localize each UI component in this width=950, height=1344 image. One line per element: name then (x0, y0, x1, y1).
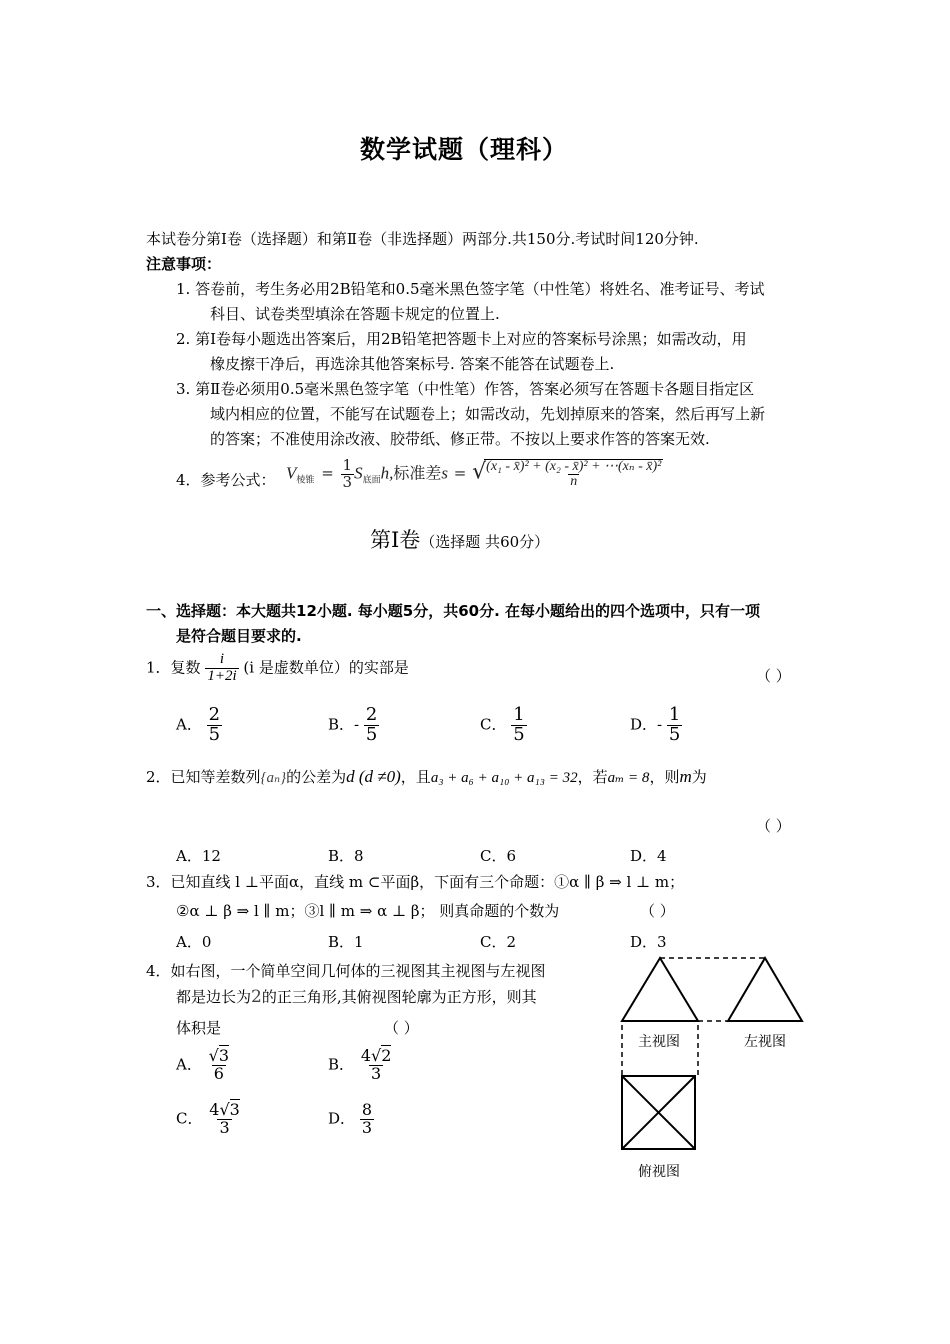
question-3-line-2: ②α ⊥ β ⇒ l ∥ m；③l ∥ m ⇒ α ⊥ β； 则真命题的个数为 (176, 902, 560, 920)
notice-3-line-3: 的答案；不准使用涂改液、胶带纸、修正带。不按以上要求作答的答案无效. (210, 430, 710, 448)
reference-formula: $V_{棱锥}$ = $\frac{1}{3}$ $S_{底面}h$,标准差s = √ $\frac{\text{(x₁ - x̄)² + (x₂ - x̄)² + ⋯(xₙ - x̄)²}}{n}$ (286, 456, 662, 491)
q1-option-d[interactable]: D．- $\frac{1}{5}$ (630, 704, 681, 745)
page-title: 数学试题（理科） (360, 135, 569, 164)
q3-answer-paren: （ ） (640, 902, 675, 920)
notice-3-line-1: 3. 第Ⅱ卷必须用0.5毫米黑色签字笔（中性笔）作答，答案必须写在答题卡各题目指定区 (176, 380, 755, 398)
front-view (622, 958, 698, 1021)
q4-option-b[interactable]: B． $\frac{4√2}{3}$ (328, 1046, 392, 1083)
left-view-label: 左视图 (744, 1034, 786, 1050)
q2-answer-paren: （ ） (756, 817, 791, 835)
formula-label: 4．参考公式： (176, 471, 276, 489)
q2-option-a[interactable]: A．12 (176, 847, 221, 865)
q1-option-b[interactable]: B．- $\frac{2}{5}$ (328, 704, 378, 745)
notice-heading: 注意事项： (146, 255, 222, 273)
q1-option-c[interactable]: C． $\frac{1}{5}$ (480, 704, 525, 745)
q3-option-c[interactable]: C．2 (480, 933, 517, 951)
q2-option-b[interactable]: B．8 (328, 847, 364, 865)
front-view-label: 主视图 (638, 1034, 680, 1050)
q4-option-a[interactable]: A． $\frac{√3}{6}$ (176, 1046, 230, 1083)
q3-option-d[interactable]: D．3 (630, 933, 667, 951)
question-4-line-1: 4．如右图，一个简单空间几何体的三视图其主视图与左视图 (146, 962, 546, 980)
notice-1-line-1: 1. 答卷前，考生务必用2B铅笔和0.5毫米黑色签字笔（中性笔）将姓名、准考证号、考试 (176, 280, 765, 298)
question-1: 1．复数 $\frac{i}{1+2i}$ (i 是虚数单位）的实部是 (146, 651, 409, 684)
question-2: 2．已知等差数列{aₙ}的公差为d (d ≠0)，且a₃ + a₆ + a₁₀ + a₁₃ = 32，若aₘ = 8，则m为 (146, 767, 707, 786)
three-view-figure (610, 950, 820, 1190)
notice-3-line-2: 域内相应的位置，不能写在试题卷上；如需改动，先划掉原来的答案，然后再写上新 (210, 405, 766, 423)
section-heading: 第Ⅰ卷（选择题 共60分） (370, 528, 550, 552)
part1-heading-line-2: 是符合题目要求的. (176, 627, 302, 645)
q4-option-c[interactable]: C． $\frac{4√3}{3}$ (176, 1100, 240, 1137)
section-subheading: （选择题 共60分） (420, 533, 550, 551)
q1-option-a[interactable]: A． $\frac{2}{5}$ (176, 704, 221, 745)
q3-option-a[interactable]: A．0 (176, 933, 212, 951)
q2-option-c[interactable]: C．6 (480, 847, 517, 865)
top-view-label: 俯视图 (638, 1164, 680, 1180)
q2-option-d[interactable]: D．4 (630, 847, 667, 865)
projection-lines (622, 958, 765, 1076)
intro-text: 本试卷分第Ⅰ卷（选择题）和第Ⅱ卷（非选择题）两部分.共150分.考试时间120分钟. (146, 230, 699, 248)
q4-answer-paren: （ ） (384, 1019, 419, 1037)
notice-1-line-2: 科目、试卷类型填涂在答题卡规定的位置上. (210, 305, 500, 323)
question-3-line-1: 3．已知直线 l ⊥平面α，直线 m ⊂平面β，下面有三个命题：①α ∥ β ⇒ l ⊥ m； (146, 873, 685, 891)
left-view (728, 958, 802, 1021)
question-4-line-2: 都是边长为2的正三角形,其俯视图轮廓为正方形，则其 (176, 987, 537, 1007)
notice-2-line-2: 橡皮擦干净后，再选涂其他答案标号. 答案不能答在试题卷上. (210, 355, 615, 373)
q4-option-d[interactable]: D． $\frac{8}{3}$ (328, 1100, 372, 1137)
q1-answer-paren: （ ） (756, 667, 791, 685)
part1-heading-line-1: 一、选择题：本大题共12小题. 每小题5分，共60分. 在每小题给出的四个选项中，只有一项 (146, 602, 761, 620)
top-view (622, 1076, 695, 1149)
question-4-line-3: 体积是 (176, 1019, 222, 1037)
q3-option-b[interactable]: B．1 (328, 933, 364, 951)
notice-2-line-1: 2. 第Ⅰ卷每小题选出答案后，用2B铅笔把答题卡上对应的答案标号涂黑；如需改动，用 (176, 330, 747, 348)
